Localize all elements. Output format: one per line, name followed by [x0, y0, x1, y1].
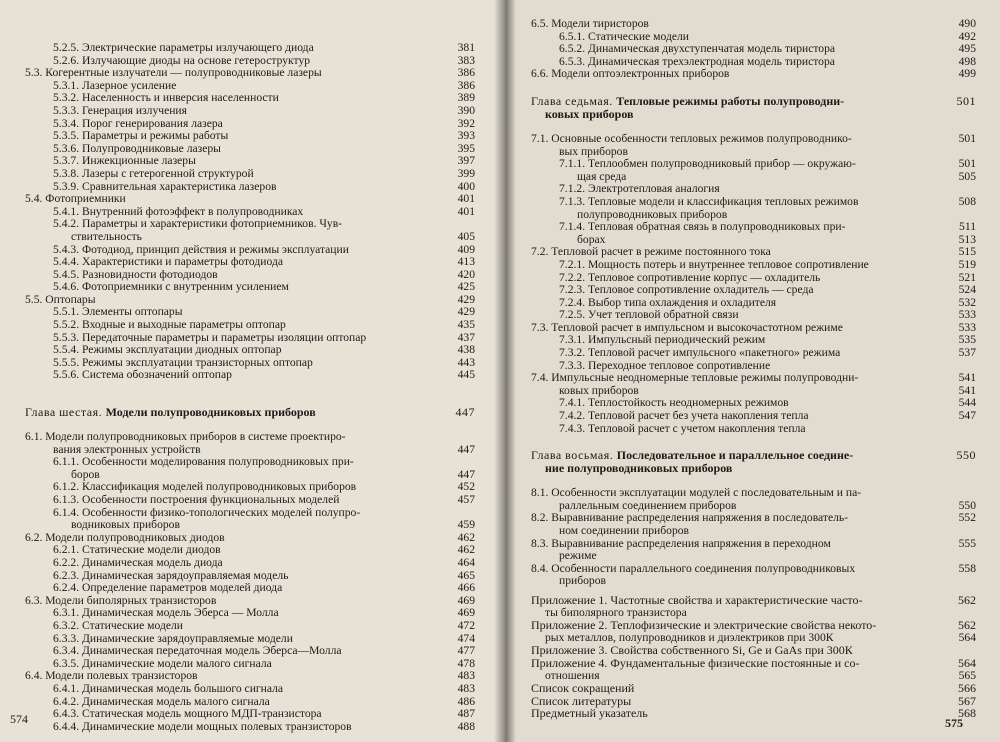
toc-entry-title: 5.4.6. Фотоприемники с внутренним усилением	[53, 280, 289, 294]
toc-entry-title: 6.2.1. Статические модели диодов	[53, 543, 221, 557]
toc-entry-page: 447	[457, 442, 475, 456]
toc-entry-title: 6.2.3. Динамическая зарядоуправляемая модель	[53, 568, 289, 582]
toc-entry-page: 568	[958, 706, 976, 721]
toc-entry-page: 390	[457, 103, 475, 117]
chapter-page: 501	[956, 93, 976, 108]
toc-entry-page: 452	[457, 480, 475, 494]
toc-entry-page: 435	[457, 318, 475, 332]
toc-entry-page: 515	[958, 245, 976, 259]
toc-entry-title: полупроводниковых приборов	[577, 207, 728, 221]
toc-entry-page: 511	[959, 220, 976, 234]
toc-entry-title: 7.1.3. Тепловые модели и классификация тепловых режимов	[559, 194, 859, 208]
toc-entry-title: 7.1.2. Электротепловая аналогия	[559, 182, 720, 196]
toc-entry-title: ствительность	[71, 229, 142, 243]
toc-entry	[25, 193, 477, 206]
toc-entry-title: 6.4.3. Статическая модель мощного МДП-транзистора	[53, 707, 322, 721]
toc-entry-title: 5.3.7. Инжекционные лазеры	[53, 154, 196, 168]
toc-entry-page: 501	[958, 131, 976, 145]
toc-entry-page: 483	[457, 681, 475, 695]
toc-entry-title: 7.3.3. Переходное тепловое сопротивление	[559, 358, 771, 372]
chapter-label: Глава восьмая.	[531, 448, 614, 463]
toc-entry-title: 8.4. Особенности параллельного соединения полупроводниковых	[531, 561, 856, 575]
toc-entry	[25, 42, 477, 55]
toc-entry-page: 533	[958, 308, 976, 322]
chapter-label: Глава шестая.	[25, 405, 103, 420]
right-toc	[531, 17, 976, 721]
toc-entry-page: 386	[457, 78, 475, 92]
toc-entry	[531, 487, 971, 500]
toc-entry-title: 6.4. Модели полевых транзисторов	[25, 669, 198, 683]
toc-entry-page: 420	[457, 267, 475, 281]
toc-entry-page: 533	[958, 320, 976, 334]
chapter-label: Глава седьмая.	[531, 93, 613, 108]
toc-entry-title: 5.5.5. Режимы эксплуатации транзисторных оптопар	[53, 355, 313, 369]
toc-entry-page: 466	[457, 581, 475, 595]
toc-entry-title: боров	[71, 467, 100, 481]
toc-entry-title: щая среда	[577, 169, 627, 183]
right-page	[505, 0, 1000, 742]
toc-entry	[25, 369, 477, 382]
toc-entry-page: 389	[457, 91, 475, 105]
toc-entry	[531, 409, 976, 423]
toc-entry-page: 487	[457, 707, 475, 721]
toc-entry-page: 425	[457, 280, 475, 294]
toc-entry-page: 513	[958, 232, 976, 246]
chapter-page: 447	[455, 405, 475, 420]
toc-entry-title: отношения	[545, 668, 600, 682]
toc-entry	[531, 42, 976, 56]
toc-entry	[25, 67, 477, 80]
toc-entry-title: рых металлов, полупроводников и диэлектриков при 300К	[545, 630, 834, 644]
toc-entry	[531, 131, 976, 146]
toc-entry-title: 8.3. Выравнивание распределения напряжения в переходном	[531, 536, 831, 550]
toc-entry	[25, 456, 477, 469]
toc-entry-title: 6.2.2. Динамическая модель диода	[53, 555, 223, 569]
toc-entry	[25, 645, 477, 658]
toc-entry	[25, 494, 477, 507]
toc-entry-title: 5.4.2. Параметры и характеристики фотоприемников. Чув-	[53, 217, 343, 231]
toc-entry-page: 438	[457, 343, 475, 357]
toc-entry	[25, 231, 477, 244]
toc-entry-page: 565	[958, 668, 976, 682]
toc-entry-page: 555	[958, 536, 976, 550]
toc-entry	[25, 557, 477, 570]
toc-entry-title: 5.5.3. Передаточные параметры и параметры изоляции оптопар	[53, 330, 367, 344]
toc-entry-title: 7.1.1. Теплообмен полупроводниковый прибор — окружаю-	[559, 157, 856, 171]
toc-entry-page: 562	[958, 592, 976, 607]
toc-entry-title: 5.3.9. Сравнительная характеристика лазеров	[53, 179, 277, 193]
toc-entry	[531, 423, 971, 436]
toc-entry-page: 499	[958, 67, 976, 81]
toc-entry-page: 469	[457, 606, 475, 620]
toc-entry	[25, 256, 477, 269]
toc-entry-title: 5.3.4. Порог генерирования лазера	[53, 116, 223, 130]
toc-entry-title: 6.4.2. Динамическая модель малого сигнала	[53, 694, 270, 708]
toc-entry-title: 5.3. Когерентные излучатели — полупроводниковые лазеры	[25, 66, 322, 80]
toc-entry	[25, 683, 477, 696]
toc-entry-title: 5.5.1. Элементы оптопары	[53, 305, 183, 319]
toc-entry-title: 7.4.1. Теплостойкость неодномерных режимов	[559, 396, 789, 410]
toc-entry	[25, 344, 477, 357]
toc-entry-page: 519	[958, 257, 976, 271]
toc-entry-title: 5.3.2. Населенность и инверсия населенности	[53, 91, 279, 105]
toc-entry-title: 7.4.3. Тепловой расчет с учетом накопления тепла	[559, 421, 806, 435]
toc-entry-page: 465	[457, 568, 475, 582]
toc-entry	[531, 17, 976, 31]
toc-entry-title: 5.2.6. Излучающие диоды на основе гетероструктур	[53, 53, 311, 67]
toc-entry-title: 6.5. Модели тиристоров	[531, 17, 649, 30]
toc-entry-page: 488	[457, 719, 475, 733]
toc-entry	[25, 130, 477, 143]
toc-entry-title: 6.3.4. Динамическая передаточная модель Эберса—Молла	[53, 644, 342, 658]
toc-entry-title: 7.2. Тепловой расчет в режиме постоянного тока	[531, 245, 771, 259]
toc-entry-title: 5.3.1. Лазерное усиление	[53, 78, 177, 92]
toc-entry-page: 567	[958, 693, 976, 708]
toc-entry-page: 429	[457, 305, 475, 319]
toc-entry-title: Приложение 3. Свойства собственного Si, Ge и GaAs при 300К	[531, 643, 853, 658]
toc-entry-title: 6.5.2. Динамическая двухступенчатая модель тиристора	[559, 42, 836, 56]
toc-entry-title: ном соединении приборов	[559, 524, 690, 537]
toc-entry-page: 459	[457, 518, 475, 532]
toc-entry-title: 6.4.1. Динамическая модель большого сигнала	[53, 681, 284, 695]
toc-entry-title: Приложение 4. Фундаментальные физические постоянные и со-	[531, 655, 860, 670]
toc-entry-title: 6.5.3. Динамическая трехэлектродная модель тиристора	[559, 54, 835, 68]
toc-entry	[531, 220, 976, 234]
toc-entry-page: 474	[457, 631, 475, 645]
toc-entry-title: 5.3.5. Параметры и режимы работы	[53, 129, 229, 143]
toc-entry-title: 6.5.1. Статические модели	[559, 29, 690, 43]
toc-entry	[531, 575, 971, 588]
toc-entry-title: 7.2.2. Тепловое сопротивление корпус — охладитель	[559, 270, 821, 284]
toc-entry-title: Приложение 1. Частотные свойства и характеристические часто-	[531, 592, 863, 607]
toc-entry-title: 6.3. Модели биполярных транзисторов	[25, 593, 217, 607]
toc-entry-page: 521	[958, 270, 976, 284]
toc-entry-title: 5.4.4. Характеристики и параметры фотодиода	[53, 255, 284, 269]
toc-entry	[531, 655, 976, 670]
toc-entry	[25, 168, 477, 181]
chapter-heading	[25, 406, 477, 419]
toc-entry-title: 8.2. Выравнивание распределения напряжения в последователь-	[531, 511, 849, 525]
toc-entry-title: 5.3.6. Полупроводниковые лазеры	[53, 141, 221, 155]
toc-entry-title: 6.3.5. Динамические модели малого сигнала	[53, 656, 272, 670]
toc-entry-title: 5.5. Оптопары	[25, 292, 96, 306]
toc-entry-title: 6.2.4. Определение параметров моделей диода	[53, 581, 283, 595]
toc-entry-title: 6.6. Модели оптоэлектронных приборов	[531, 67, 730, 81]
toc-entry-title: 6.1.2. Классификация моделей полупроводниковых приборов	[53, 480, 357, 494]
toc-entry-page: 498	[958, 54, 976, 68]
toc-entry-title: 7.1. Основные особенности тепловых режимов полупроводнико-	[531, 131, 852, 145]
toc-entry-title: 5.4.3. Фотодиод, принцип действия и режимы эксплуатации	[53, 242, 349, 256]
toc-entry	[531, 371, 976, 385]
toc-entry-page: 537	[958, 346, 976, 360]
toc-entry-page: 486	[457, 694, 475, 708]
toc-entry-title: 7.3.1. Импульсный периодический режим	[559, 333, 766, 347]
toc-entry-title: 5.5.2. Входные и выходные параметры оптопар	[53, 318, 286, 332]
toc-entry-page: 544	[958, 396, 976, 410]
toc-entry-title: 7.2.4. Выбор типа охлаждения и охладителя	[559, 295, 777, 309]
toc-entry-page: 566	[958, 681, 976, 696]
toc-entry-page: 413	[457, 255, 475, 269]
toc-entry-page: 457	[457, 493, 475, 506]
toc-entry-title: 6.3.1. Динамическая модель Эберса — Молла	[53, 606, 279, 620]
toc-entry-page: 445	[457, 368, 475, 382]
toc-entry	[531, 157, 976, 171]
toc-entry-page: 386	[457, 66, 475, 80]
toc-entry-page: 395	[457, 141, 475, 155]
toc-entry-title: 6.1.1. Особенности моделирования полупроводниковых при-	[53, 455, 354, 469]
toc-entry-title: вых приборов	[559, 144, 628, 158]
toc-entry-page: 401	[457, 204, 475, 218]
toc-entry-page: 405	[457, 229, 475, 243]
toc-entry-page: 564	[958, 655, 976, 670]
toc-entry-page: 437	[457, 330, 475, 344]
toc-entry	[531, 592, 976, 607]
toc-entry-title: 8.1. Особенности эксплуатации модулей с последовательным и па-	[531, 486, 862, 500]
toc-entry	[531, 283, 976, 297]
chapter-title: Последовательное и параллельное соедине-	[616, 448, 854, 463]
toc-entry	[25, 721, 477, 734]
toc-entry	[531, 618, 976, 633]
left-toc	[25, 42, 477, 733]
toc-entry-page: 550	[958, 498, 976, 512]
toc-entry-page: 401	[457, 192, 475, 206]
toc-entry-page: 501	[958, 157, 976, 171]
toc-entry-title: раллельным соединением приборов	[559, 498, 737, 512]
toc-entry	[531, 536, 976, 551]
toc-entry-title: приборов	[559, 574, 606, 588]
toc-entry	[531, 194, 976, 209]
toc-entry-title: 7.2.1. Мощность потерь и внутреннее тепловое сопротивление	[559, 257, 869, 271]
toc-entry-page: 541	[958, 383, 976, 397]
toc-entry-title: 6.1. Модели полупроводниковых приборов в системе проектиро-	[25, 430, 346, 444]
toc-entry-title: 5.4. Фотоприемники	[25, 192, 126, 206]
toc-entry-title: 7.1.4. Тепловая обратная связь в полупроводниковых при-	[559, 220, 846, 234]
toc-entry-page: 429	[457, 292, 475, 306]
toc-entry	[25, 105, 477, 118]
toc-entry-page: 477	[457, 644, 475, 658]
toc-entry	[25, 431, 477, 444]
toc-entry-title: 6.3.2. Статические модели	[53, 618, 184, 632]
toc-entry	[25, 708, 477, 721]
toc-entry-title: 5.4.1. Внутренний фотоэффект в полупроводниках	[53, 204, 304, 218]
toc-entry-title: 5.2.5. Электрические параметры излучающего диода	[53, 41, 314, 54]
toc-entry-title: 5.3.8. Лазеры с гетерогенной структурой	[53, 166, 254, 180]
toc-entry-page: 469	[457, 593, 475, 607]
toc-entry-page: 524	[958, 283, 976, 297]
toc-entry-page: 478	[457, 656, 475, 670]
toc-entry-page: 409	[457, 242, 475, 256]
toc-entry-title: 7.4. Импульсные неодномерные тепловые режимы полупроводни-	[531, 371, 859, 385]
toc-entry-page: 541	[958, 371, 976, 385]
toc-entry	[531, 706, 976, 721]
toc-entry-title: 7.3. Тепловой расчет в импульсном и высокочастотном режиме	[531, 320, 843, 334]
toc-entry-title: 5.5.4. Режимы эксплуатации диодных оптопар	[53, 343, 282, 357]
toc-entry-page: 393	[457, 129, 475, 143]
toc-entry	[531, 67, 976, 81]
toc-entry-title: Приложение 2. Теплофизические и электрические свойства некото-	[531, 618, 877, 633]
toc-entry-page: 532	[958, 295, 976, 309]
toc-entry-page: 562	[958, 618, 976, 633]
toc-entry-title: 7.4.2. Тепловой расчет без учета накопления тепла	[559, 409, 809, 423]
toc-entry-page: 558	[958, 561, 976, 575]
toc-entry-title: 7.2.5. Учет тепловой обратной связи	[559, 308, 739, 322]
toc-entry-title: 6.2. Модели полупроводниковых диодов	[25, 530, 225, 544]
toc-entry-title: Предметный указатель	[531, 706, 648, 721]
toc-entry-page: 447	[457, 467, 475, 481]
toc-entry-title: 5.3.3. Генерация излучения	[53, 103, 187, 117]
toc-entry-page: 495	[958, 42, 976, 56]
toc-entry	[531, 257, 976, 272]
toc-entry-page: 443	[457, 355, 475, 369]
toc-entry-page: 547	[958, 409, 976, 423]
toc-entry-title: вания электронных устройств	[53, 442, 201, 456]
toc-entry-title: 7.3.2. Тепловой расчет импульсного «пакетного» режима	[559, 346, 841, 360]
toc-entry-page: 462	[457, 530, 475, 544]
toc-entry-title: режиме	[559, 549, 597, 563]
toc-entry-title: 7.2.3. Тепловое сопротивление охладитель — среда	[559, 283, 814, 297]
chapter-heading	[531, 448, 976, 476]
toc-entry-title: Список сокращений	[531, 681, 635, 696]
toc-entry-page: 383	[457, 53, 475, 67]
toc-entry-title: водниковых приборов	[71, 518, 180, 532]
toc-entry-title: 6.1.3. Особенности построения функциональных моделей	[53, 493, 340, 506]
toc-entry-page: 399	[457, 166, 475, 180]
toc-entry-page: 400	[457, 179, 475, 193]
toc-entry-page: 464	[457, 555, 475, 569]
chapter-page: 550	[956, 448, 976, 463]
left-page-number: 574	[10, 712, 28, 726]
toc-entry-title: 6.4.4. Динамические модели мощных полевых транзисторов	[53, 719, 352, 733]
chapter-title-continued: ковых приборов	[545, 106, 634, 121]
toc-entry-title: 5.4.5. Разновидности фотодиодов	[53, 267, 218, 281]
book-gutter	[494, 0, 516, 742]
toc-entry-title: 5.5.6. Система обозначений оптопар	[53, 368, 232, 382]
right-page-number: 575	[945, 716, 963, 730]
toc-entry-page: 564	[958, 630, 976, 644]
chapter-heading	[531, 93, 976, 121]
toc-entry-page: 552	[958, 511, 976, 525]
toc-entry-page: 508	[958, 194, 976, 208]
toc-entry-page: 483	[457, 669, 475, 683]
toc-entry	[531, 346, 976, 360]
toc-entry-page: 392	[457, 116, 475, 130]
toc-entry-title: ковых приборов	[559, 383, 639, 397]
toc-entry-page: 381	[457, 41, 475, 54]
toc-entry-page: 462	[457, 543, 475, 557]
toc-entry-page: 397	[457, 154, 475, 168]
toc-entry	[25, 319, 477, 332]
chapter-title-continued: ние полупроводниковых приборов	[545, 461, 733, 476]
toc-entry-page: 505	[958, 169, 976, 183]
toc-entry-title: ты биполярного транзистора	[545, 605, 687, 619]
toc-entry-page: 490	[958, 17, 976, 30]
toc-entry-page: 535	[958, 333, 976, 347]
toc-entry-title: Список литературы	[531, 693, 632, 708]
toc-entry-title: 6.1.4. Особенности физико-топологических моделей полупро-	[53, 505, 361, 519]
toc-entry-page: 472	[457, 618, 475, 632]
chapter-title: Тепловые режимы работы полупроводни-	[616, 93, 845, 108]
toc-entry	[25, 620, 477, 633]
chapter-title: Модели полупроводниковых приборов	[105, 405, 316, 420]
toc-entry-page: 492	[958, 29, 976, 43]
toc-entry-title: 6.3.3. Динамические зарядоуправляемые модели	[53, 631, 293, 645]
toc-entry-title: борах	[577, 232, 606, 246]
